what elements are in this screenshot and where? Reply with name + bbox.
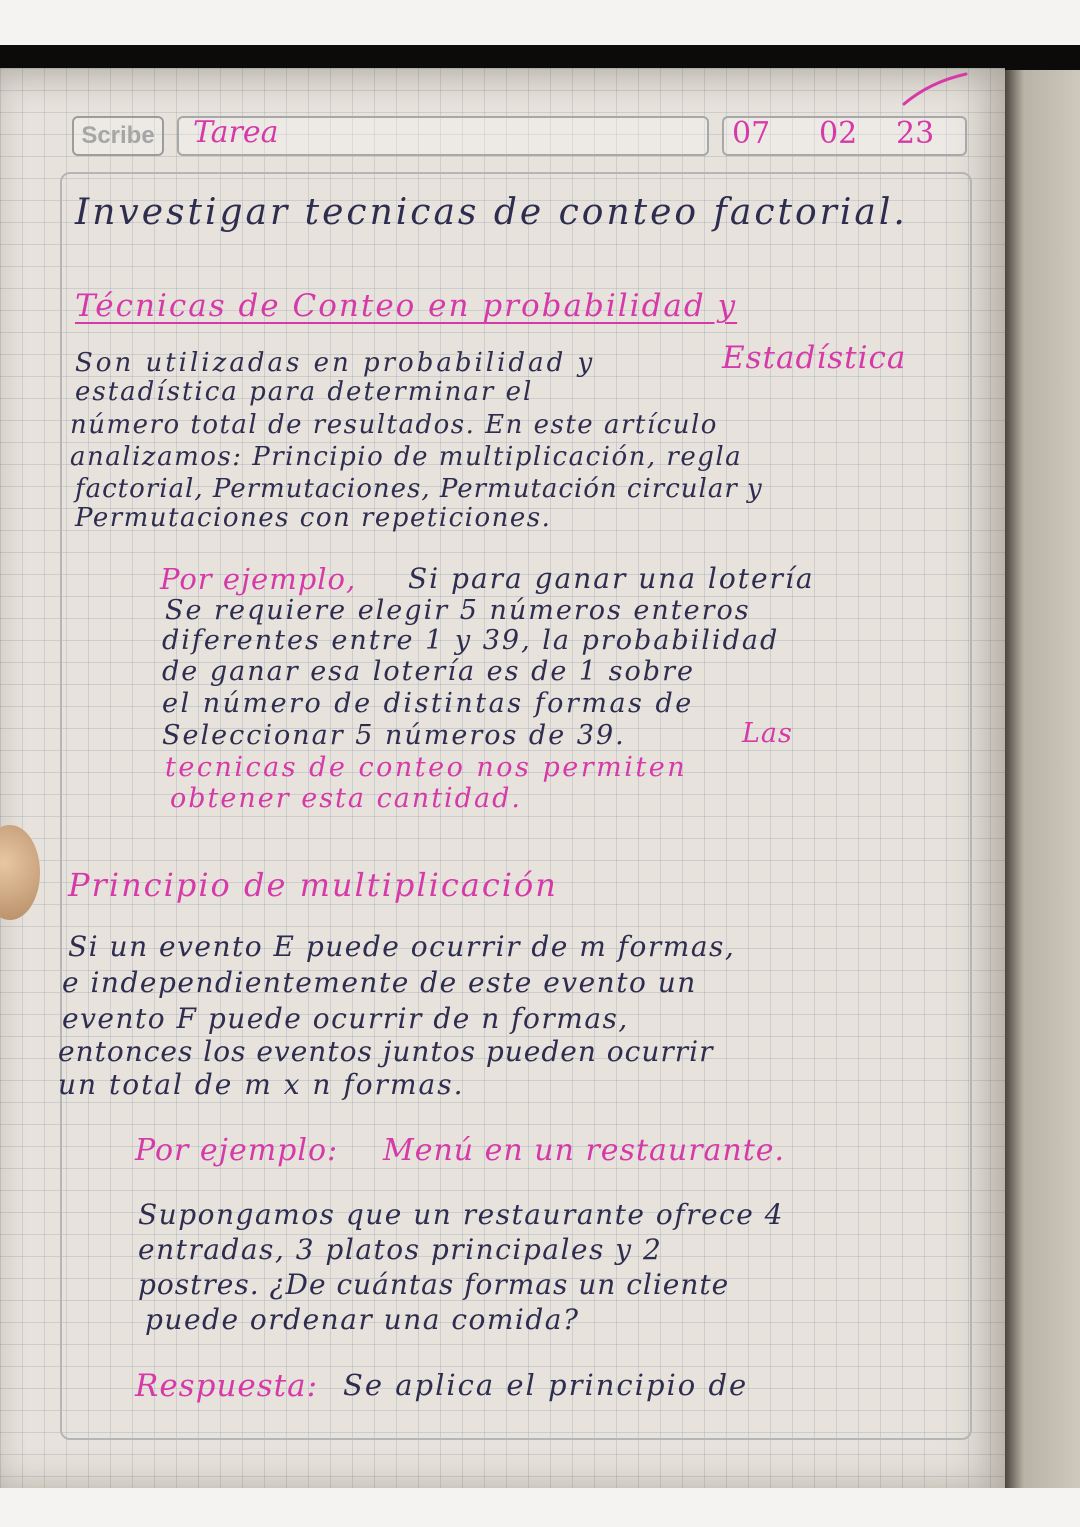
- example2-label: Por ejemplo:: [135, 1133, 339, 1168]
- photo-background-bottom: [0, 1488, 1080, 1527]
- section1-line: Son utilizadas en probabilidad y: [75, 348, 596, 378]
- section1-line: Permutaciones con repeticiones.: [75, 503, 552, 533]
- section2-line: un total de m x n formas.: [58, 1068, 465, 1101]
- example1-label: Por ejemplo,: [160, 562, 357, 596]
- example1-line: Si para ganar una lotería: [408, 562, 815, 595]
- section2-line: e independientemente de este evento un: [62, 966, 697, 999]
- example1-pink-text: tecnicas de conteo nos permiten: [165, 752, 688, 783]
- answer-label: Respuesta:: [135, 1368, 319, 1404]
- example1-line: Seleccionar 5 números de 39.: [162, 720, 626, 751]
- answer-text: Se aplica el principio de: [343, 1368, 749, 1402]
- section1-line: estadística para determinar el: [75, 377, 534, 407]
- example1-line: Se requiere elegir 5 números enteros: [165, 595, 751, 626]
- section-heading-conteo: Técnicas de Conteo en probabilidad y: [75, 288, 738, 324]
- date-year: 23: [896, 116, 935, 151]
- photo-background-top: [0, 0, 1080, 45]
- example1-line: de ganar esa lotería es de 1 sobre: [162, 656, 695, 687]
- example1-line: el número de distintas formas de: [162, 688, 694, 719]
- page-header: [72, 114, 967, 160]
- subject-field: [177, 116, 709, 156]
- section2-line: evento F puede ocurrir de n formas,: [62, 1002, 629, 1035]
- brand-logo: Scribe: [72, 116, 164, 156]
- date-day: 07: [732, 116, 771, 151]
- section1-line: número total de resultados. En este artículo: [70, 410, 718, 440]
- example1-pink-text: obtener esta cantidad.: [170, 783, 522, 814]
- section-heading-multiplicacion: Principio de multiplicación: [68, 866, 558, 904]
- date-field: [722, 116, 967, 156]
- subject-text: Tarea: [193, 115, 279, 150]
- example2-line: puede ordenar una comida?: [145, 1303, 580, 1336]
- date-month: 02: [819, 116, 858, 151]
- section2-line: Si un evento E puede ocurrir de m formas,: [68, 930, 736, 963]
- adjacent-page-edge: [1005, 70, 1080, 1488]
- section1-line: analizamos: Principio de multiplicación, regla: [70, 442, 743, 472]
- example1-line: diferentes entre 1 y 39, la probabilidad: [162, 625, 780, 656]
- example2-line: Supongamos que un restaurante ofrece 4: [138, 1198, 784, 1231]
- section2-line: entonces los eventos juntos pueden ocurrir: [58, 1035, 714, 1068]
- assignment-title: Investigar tecnicas de conteo factorial.: [75, 192, 908, 233]
- example1-pink-text: Las: [742, 718, 793, 749]
- example2-line: postres. ¿De cuántas formas un cliente: [138, 1268, 730, 1301]
- example2-line: entradas, 3 platos principales y 2: [138, 1233, 663, 1266]
- example2-title: Menú en un restaurante.: [383, 1133, 786, 1168]
- check-mark-icon: [900, 70, 970, 110]
- section-heading-estadistica: Estadística: [722, 340, 907, 376]
- section1-line: factorial, Permutaciones, Permutación circular y: [75, 474, 763, 504]
